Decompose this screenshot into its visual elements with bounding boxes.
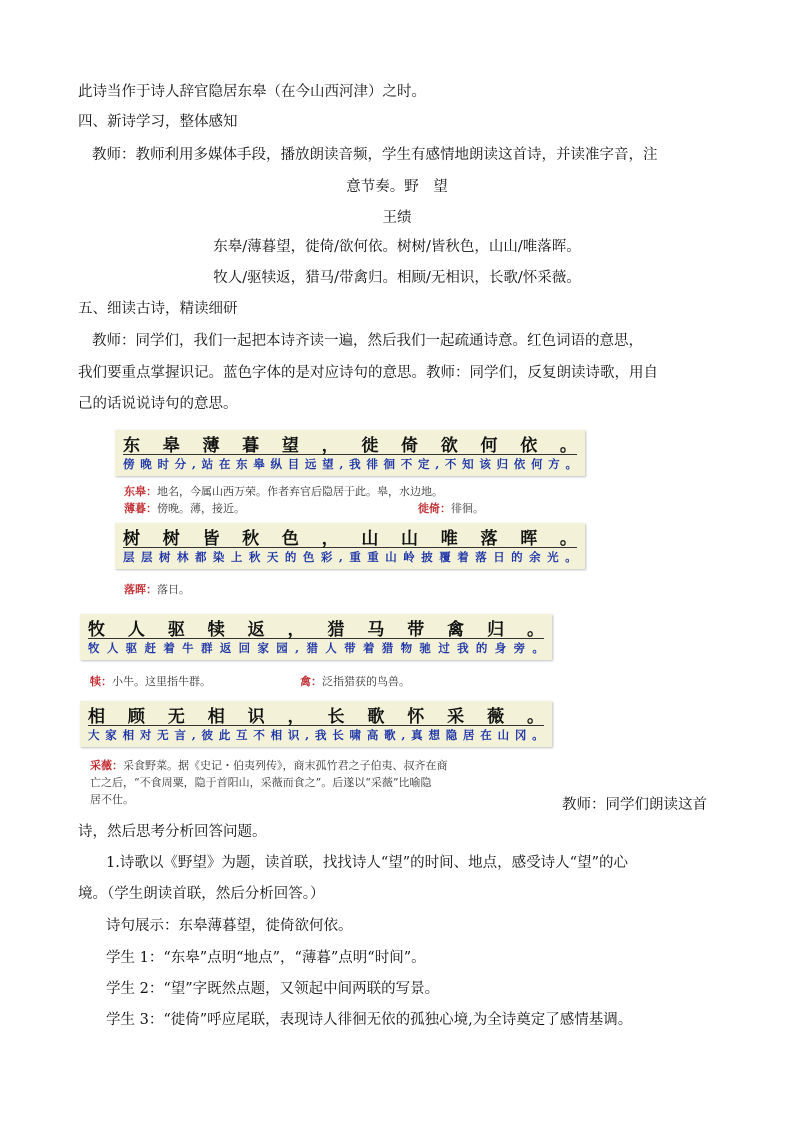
couplet-char: 倚 [401,435,419,456]
translation-char: 家 [257,641,269,655]
couplet-char: 长 [327,706,345,727]
poem-line-1: 东皋/薄暮望，徙倚/欲何依。树树/皆秋色，山山/唯落晖。 [213,239,581,255]
translation-char: 在 [480,728,492,742]
couplet-char: ， [287,619,305,640]
translation-char: 的 [475,641,488,655]
translation-char: 依 [513,457,526,471]
translation-char: 物 [400,641,413,655]
translation-char: 站 [201,457,214,471]
section5-para-line3: 己的话说说诗句的意思。 [78,396,238,412]
translation-char: , [295,641,300,655]
translation-char: 落 [475,550,487,564]
translation-char: 。 [565,457,577,471]
couplet-char: 返 [247,619,265,640]
couplet-char: 顾 [127,706,145,727]
translation-char: 重 [367,550,379,564]
couplet-4-translation [88,727,544,743]
poem-line-2: 牧人/驱犊返，猎马/带禽归。相顾/无相识，长歌/怀采薇。 [213,270,581,286]
translation-char: 都 [194,550,207,564]
translation-char: 牛 [182,641,194,655]
translation-char: 秋 [248,550,261,564]
couplet-char: 何 [480,435,498,456]
translation-char: 的 [511,550,523,564]
translation-char: 染 [212,550,225,564]
translation-char: 方 [548,457,560,471]
translation-char: 长 [332,728,344,742]
translation-char: 该 [479,457,491,471]
translation-char: 的 [284,550,297,564]
translation-char: 对 [139,728,152,742]
couplet-char: 晖 [520,528,538,549]
couplet-char: 暮 [242,435,260,456]
couplet-1-translation [123,456,577,472]
couplet-char: 禽 [447,619,465,640]
translation-char: 赶 [144,641,156,655]
couplet-char: 薇 [487,706,505,727]
translation-char: 何 [531,457,543,471]
couplet-3-text [88,616,544,639]
couplet-char: 皆 [202,528,220,549]
translation-char: 彩 [320,550,333,564]
couplet-char: 树 [123,528,140,549]
couplet-char: 唯 [440,528,458,549]
couplet-char: 徙 [361,435,379,456]
couplet-3-translation [88,640,544,656]
couplet-char: 东 [123,435,140,456]
couplet-char: 望 [281,435,299,456]
translation-char: 此 [218,728,231,742]
translation-char: 知 [462,457,474,471]
couplet-2-translation [123,549,577,565]
couplet-char: ， [287,706,305,727]
section5-para-line1: 教师：同学们，我们一起把本诗齐读一遍，然后我们一起疏通诗意。红色词语的意思， [92,333,643,349]
section4-teacher-line1: 教师：教师利用多媒体手段，播放朗读音频，学生有感情地朗读这首诗，并读准字音，注 [92,147,658,163]
couplet-char: 人 [127,619,145,640]
couplet-char: 皋 [162,435,180,456]
translation-char: , [339,457,344,471]
translation-char: , [401,728,406,742]
couplet-char: 识 [247,706,265,727]
translation-char: 分 [174,457,187,471]
couplet-char: 相 [88,706,105,727]
translation-char: 山 [497,728,510,742]
section5-heading: 五、细读古诗，精读细研 [78,301,238,317]
translation-char: 晚 [140,457,152,471]
translation-char: 在 [218,457,231,471]
couplet-char: 。 [526,706,544,727]
translation-char: 。 [532,641,544,655]
couplet-char: 色 [281,528,299,549]
translation-char: 身 [494,641,507,655]
translation-char: 驱 [125,641,138,655]
translation-char: 日 [493,550,505,564]
translation-char: 人 [106,641,119,655]
note-xiyi: 徙倚：徘徊。 [418,502,484,515]
translation-char: 驰 [419,641,431,655]
translation-char: 我 [457,641,469,655]
couplet-char: 怀 [407,706,425,727]
couplet-char: ， [321,528,339,549]
couplet-char: 秋 [242,528,260,549]
question1-line2: 境。（学生朗读首联，然后分析回答。） [78,886,325,902]
couplet-char: 山 [361,528,379,549]
couplet-box-3 [80,614,552,660]
translation-char: 不 [444,457,457,471]
couplet-char: 牧 [88,619,105,640]
translation-char: 定 [417,457,430,471]
translation-char: 我 [314,728,327,742]
translation-char: 色 [302,550,315,564]
translation-char: 回 [238,641,251,655]
translation-char: 牧 [88,641,100,655]
couplet-char: 落 [480,528,498,549]
translation-char: 我 [349,457,361,471]
translation-char: 东 [236,457,248,471]
translation-char: 着 [362,641,375,655]
translation-char: 傍 [123,457,135,471]
translation-char: , [191,728,196,742]
translation-char: , [305,728,310,742]
poem-show: 诗句展示：东皋薄暮望，徙倚欲何依。 [106,918,353,934]
translation-char: , [191,457,196,471]
couplet-char: 。 [559,528,577,549]
translation-char: , [435,457,440,471]
note-qin: 禽：泛指猎获的鸟兽。 [300,675,410,688]
translation-char: 光 [547,550,559,564]
translation-char: 相 [270,728,283,742]
translation-char: 过 [438,641,450,655]
couplet-char: 欲 [440,435,458,456]
translation-char: 着 [163,641,175,655]
note-caiwei-3: 居不仕。 [90,793,134,806]
translation-char: 上 [230,550,243,564]
translation-char: 树 [158,550,171,564]
intro-line: 此诗当作于诗人辞官隐居东皋（在今山西河津）之时。 [78,84,426,100]
translation-char: 无 [157,728,169,742]
translation-char: 猎 [306,641,318,655]
student3-answer: 学生 3：“徙倚”呼应尾联，表现诗人徘徊无依的孤独心境,为全诗奠定了感情基调。 [106,1012,633,1028]
section5-para-line2: 我们要重点掌握识记。蓝色字体的是对应诗句的意思。教师：同学们，反复朗读诗歌，用自 [78,365,658,381]
translation-char: 大 [88,728,100,742]
couplet-char: 犊 [207,619,225,640]
couplet-char: 薄 [202,435,220,456]
section4-teacher-line2: 意节奏。野 望 [346,179,448,195]
translation-char: 歌 [384,728,396,742]
couplet-char: 歌 [367,706,385,727]
translation-char: 天 [266,550,279,564]
note-du: 犊：小牛。这里指牛群。 [90,675,211,688]
question1-line1: 1.诗歌以《野望》为题，读首联，找找诗人“望”的时间、地点，感受诗人“望”的心 [106,855,628,871]
translation-char: 啸 [349,728,362,742]
translation-char: 覆 [439,550,451,564]
couplet-1-text [123,432,577,455]
translation-char: 林 [176,550,189,564]
couplet-char: 依 [520,435,538,456]
translation-char: 披 [421,550,433,564]
couplet-char: 相 [207,706,225,727]
student1-answer: 学生 1：“东皋”点明“地点”，“薄暮”点明“时间”。 [106,950,426,966]
translation-char: 隐 [445,728,458,742]
translation-char: 徘 [366,457,378,471]
translation-char: 居 [463,728,475,742]
translation-char: 家 [105,728,117,742]
couplet-char: 带 [407,619,425,640]
translation-char: 园 [276,641,288,655]
couplet-char: 猎 [327,619,345,640]
translation-char: 望 [322,457,334,471]
translation-char: 纵 [270,457,282,471]
note-luohui: 落晖：落日。 [124,583,190,596]
note-caiwei-1: 采薇：采食野菜。据《史记・伯夷列传》，商末孤竹君之子伯夷、叔齐在商 [90,759,448,772]
student2-answer: 学生 2：“望”字既然点题，又领起中间两联的写景。 [106,981,440,997]
translation-char: 不 [253,728,265,742]
couplet-char: 无 [167,706,185,727]
couplet-char: 归 [487,619,505,640]
couplet-char: 山 [401,528,419,549]
translation-char: 不 [400,457,413,471]
translation-char: 。 [532,728,544,742]
translation-char: 言 [174,728,186,742]
translation-char: 彼 [201,728,213,742]
translation-char: 重 [349,550,361,564]
note-bomu: 薄暮：傍晚。薄，接近。 [124,502,245,515]
translation-char: 带 [344,641,356,655]
translation-char: 高 [366,728,379,742]
translation-char: 山 [385,550,397,564]
couplet-char: 驱 [167,619,185,640]
translation-char: 群 [200,641,213,655]
translation-char: 返 [219,641,232,655]
translation-char: 想 [428,728,440,742]
translation-char: 着 [457,550,469,564]
translation-char: , [338,550,343,564]
translation-char: 时 [157,457,169,471]
poem-author: 王绩 [382,210,412,226]
couplet-char: 树 [162,528,180,549]
couplet-box-1 [115,430,585,476]
translation-char: 岭 [403,550,415,564]
note-dongao: 东皋：地名，今属山西万荣。作者弃官后隐居于此。皋，水边地。 [124,485,443,498]
couplet-char: 采 [447,706,465,727]
couplet-char: 。 [559,435,577,456]
translation-char: 。 [565,550,577,564]
note-caiwei-2: 亡之后，“不食周粟，隐于首阳山，采薇而食之”。后遂以“采薇”比喻隐 [90,776,432,789]
teacher-tail: 教师：同学们朗读这首 [562,797,707,813]
couplet-box-4 [80,701,552,747]
couplet-box-2 [115,523,585,569]
translation-char: 皋 [253,457,265,471]
translation-char: 冈 [514,728,527,742]
translation-char: 猎 [381,641,394,655]
translation-char: 徊 [383,457,396,471]
translation-char: 旁 [513,641,526,655]
translation-char: 互 [236,728,248,742]
translation-char: 层 [123,550,135,564]
translation-char: 归 [496,457,509,471]
translation-char: 人 [325,641,337,655]
couplet-4-text [88,703,544,726]
translation-char: 目 [287,457,300,471]
translation-char: 余 [529,550,541,564]
section4-heading: 四、新诗学习，整体感知 [78,114,238,130]
translation-char: 识 [287,728,300,742]
couplet-char: ， [321,435,339,456]
translation-char: 远 [304,457,317,471]
couplet-2-text [123,525,577,548]
translation-char: 层 [140,550,153,564]
couplet-char: 马 [367,619,385,640]
translation-char: 相 [122,728,135,742]
translation-char: 真 [411,728,423,742]
line-continue: 诗，然后思考分析回答问题。 [78,824,267,840]
couplet-char: 。 [526,619,544,640]
